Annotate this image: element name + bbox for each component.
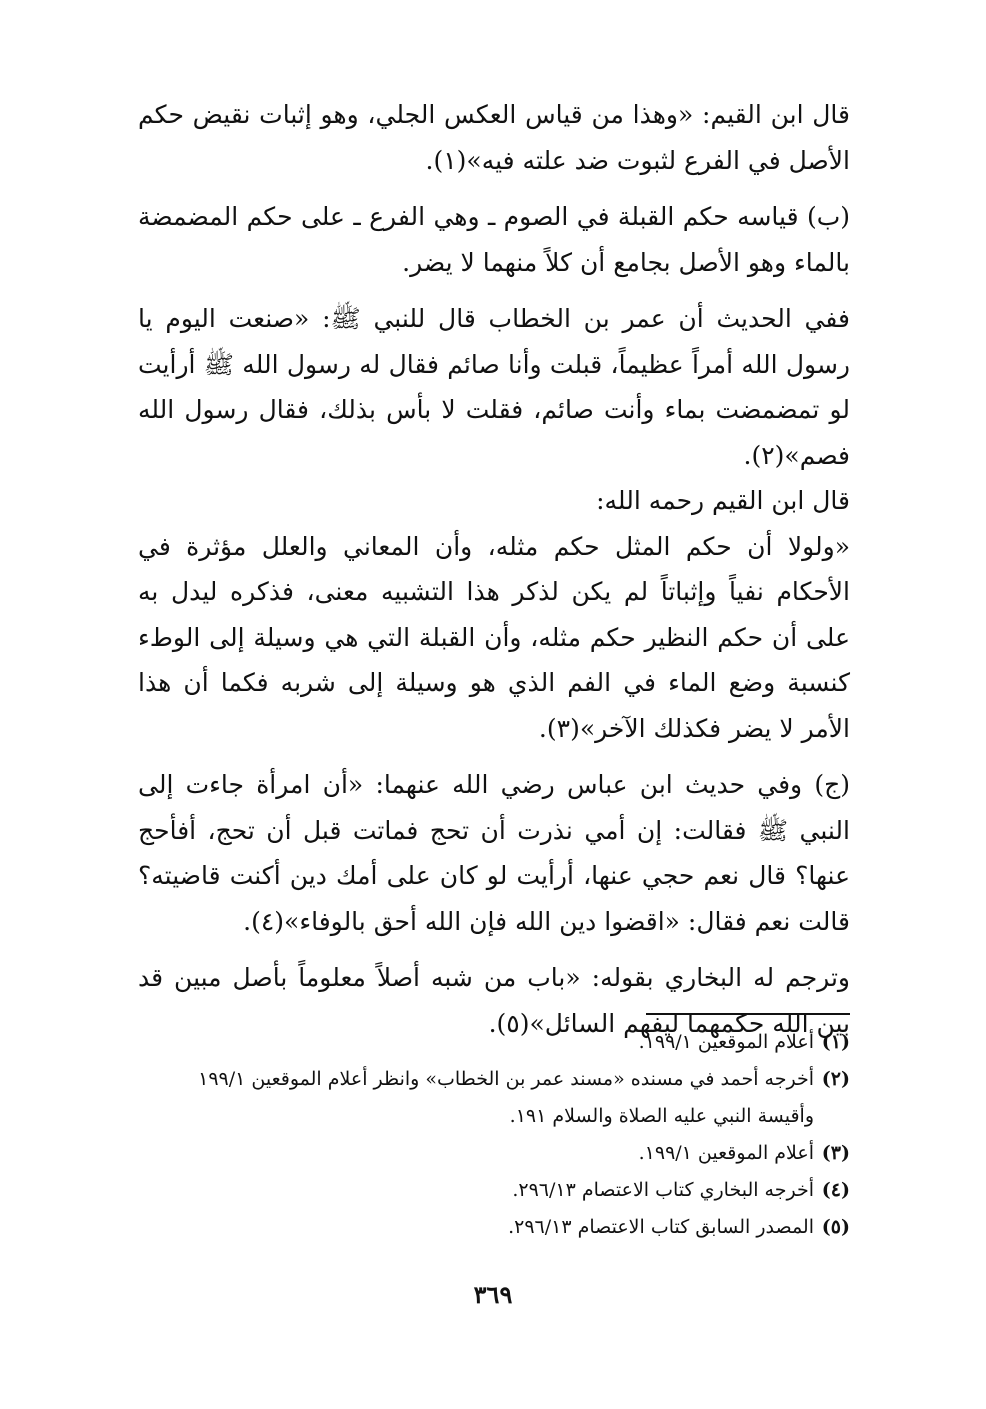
paragraph-5: «ولولا أن حكم المثل حكم مثله، وأن المعاني والعلل مؤثرة في الأحكام نفياً وإثباتاً لم يكن لذكر هذا التشبيه معنى، فذكره ليدل به على أن حكم النظير حكم مثله، وأن القبلة التي هي وسيلة إلى الوطء كنسبة وضع الماء في الفم الذي هو وسيلة إلى شربه فكما أن هذا الأمر لا يضر فكذلك الآخر»(٣). [138, 531, 850, 743]
footnote-item [138, 1024, 850, 1061]
footnote-text: أعلام الموقعين ١٩٩/١. [638, 1031, 814, 1053]
footnote-number: (٢) [821, 1068, 850, 1090]
footnote-item [138, 1135, 850, 1172]
footnote-separator [646, 1013, 850, 1015]
paragraph-3: ففي الحديث أن عمر بن الخطاب قال للنبي ﷺ: «صنعت اليوم يا رسول الله أمراً عظيماً، قبلت وأنا صائم فقال له رسول الله ﷺ أرأيت لو تمضمضت بماء وأنت صائم، فقلت لا بأس بذلك، فقال رسول الله فصم»(٢). [138, 304, 850, 470]
footnote-text: أخرجه أحمد في مسنده «مسند عمر بن الخطاب» وانظر أعلام الموقعين ١٩٩/١ وأقيسة النبي عليه الصلاة والسلام ١٩١. [198, 1068, 814, 1127]
footnote-number: (٥) [821, 1216, 850, 1238]
paragraph-4: قال ابن القيم رحمه الله: [596, 486, 850, 515]
paragraph-2: (ب) قياسه حكم القبلة في الصوم ـ وهي الفرع ـ على حكم المضمضة بالماء وهو الأصل بجامع أن كلاً منهما لا يضر. [138, 202, 850, 277]
footnote-item [138, 1061, 850, 1135]
page-number: ٣٦٩ [473, 1280, 513, 1309]
footnote-number: (٤) [821, 1179, 850, 1201]
paragraph-7: وترجم له البخاري بقوله: «باب من شبه أصلاً معلوماً بأصل مبين قد بين الله حكمهما ليفهم السائل»(٥). [138, 963, 850, 1038]
footnote-number: (١) [821, 1031, 850, 1053]
footnote-text: أعلام الموقعين ١٩٩/١. [638, 1142, 814, 1164]
footnote-number: (٣) [821, 1142, 850, 1164]
paragraph-1: قال ابن القيم: «وهذا من قياس العكس الجلي، وهو إثبات نقيض حكم الأصل في الفرع لثبوت ضد علته فيه»(١). [138, 100, 850, 175]
main-text [138, 92, 850, 1046]
paragraph-6: (ج) وفي حديث ابن عباس رضي الله عنهما: «أن امرأة جاءت إلى النبي ﷺ فقالت: إن أمي نذرت أن تحج فماتت قبل أن تحج، أفأحج عنها؟ قال نعم حجي عنها، أرأيت لو كان على أمك دين أكنت قاضيته؟ قالت نعم فقال: «اقضوا دين الله فإن الله أحق بالوفاء»(٤). [138, 770, 850, 936]
footnotes [138, 1024, 850, 1246]
footnote-text: المصدر السابق كتاب الاعتصام ٢٩٦/١٣. [508, 1216, 814, 1238]
footnote-item [138, 1209, 850, 1246]
footnote-text: أخرجه البخاري كتاب الاعتصام ٢٩٦/١٣. [512, 1179, 814, 1201]
footnote-item [138, 1172, 850, 1209]
